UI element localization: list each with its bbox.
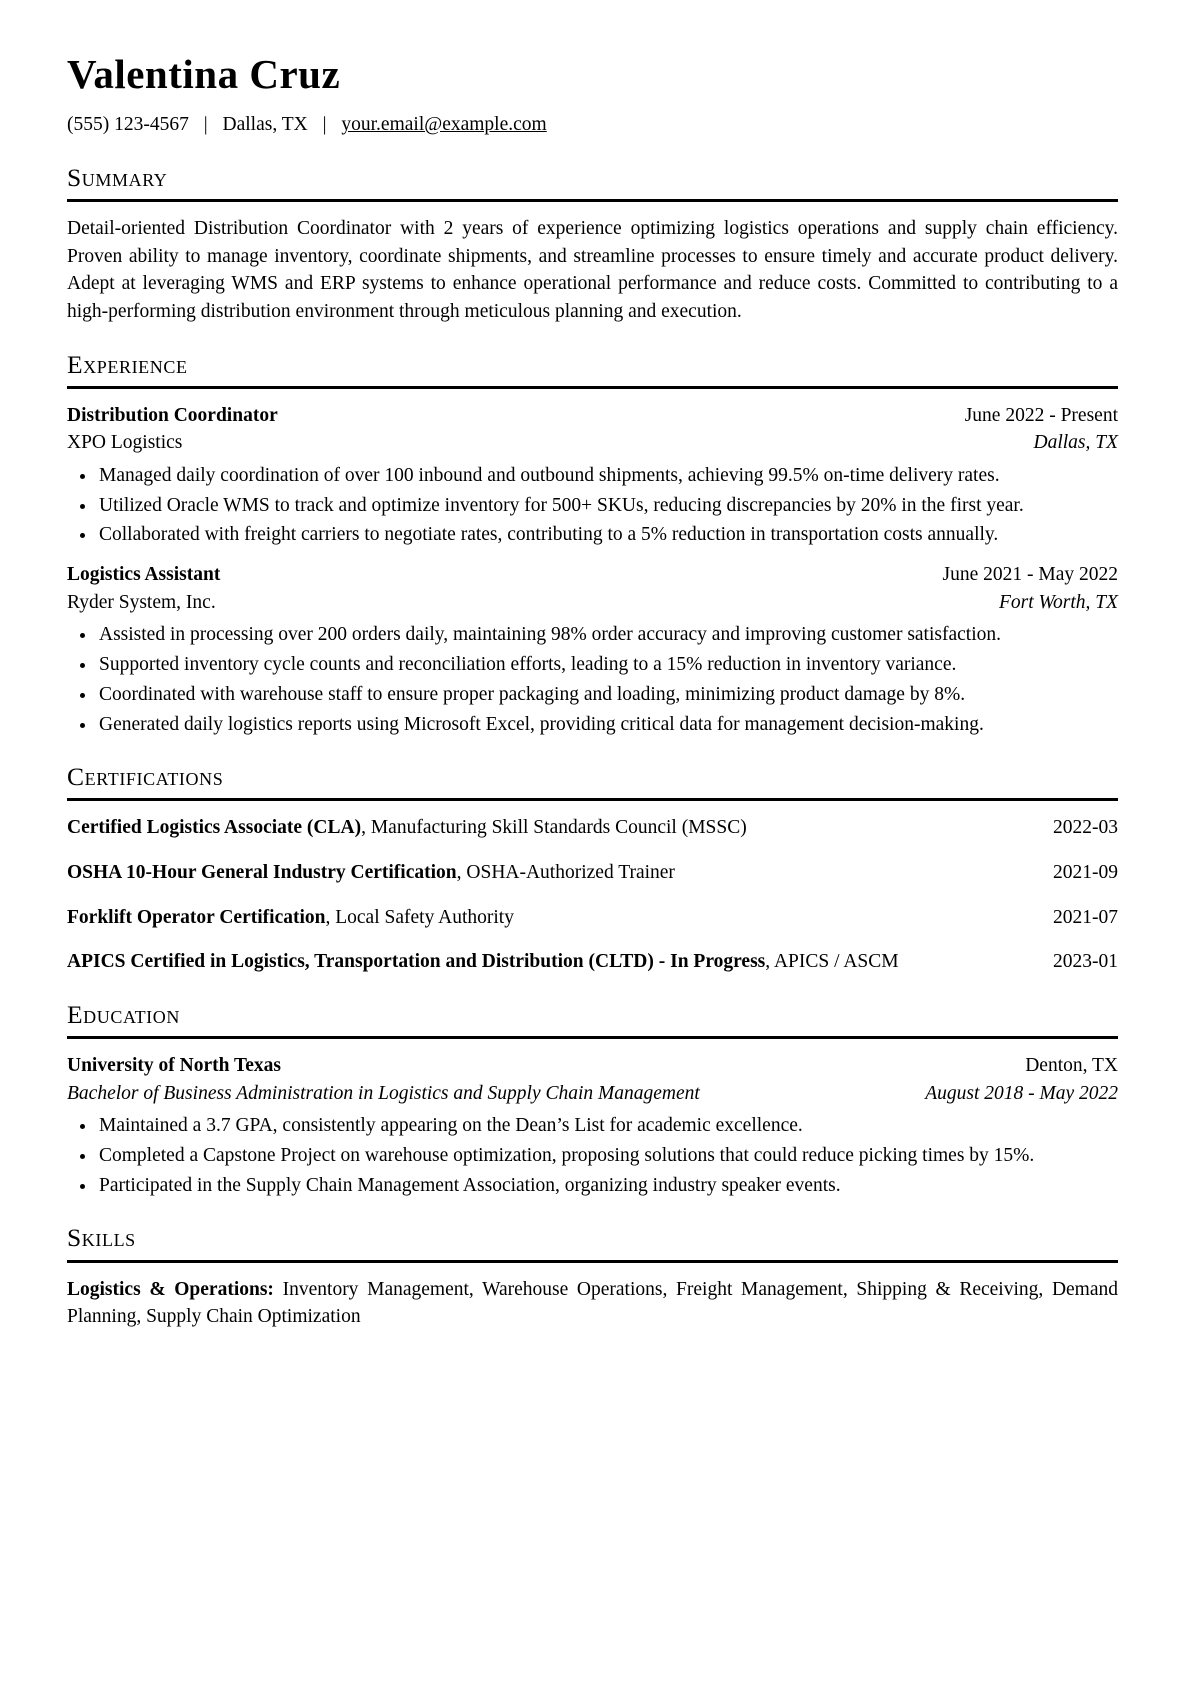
bullet-item: • Participated in the Supply Chain Management Association, organizing industry speaker events. (97, 1172, 1118, 1200)
contact-line (67, 111, 1118, 139)
school-name: University of North Texas (67, 1055, 281, 1077)
job-title: Logistics Assistant (67, 564, 221, 586)
company-name: Ryder System, Inc. (67, 591, 216, 613)
job-title: Distribution Coordinator (67, 404, 278, 426)
certification-entry (67, 814, 1118, 842)
job-dates: June 2021 - May 2022 (942, 564, 1118, 586)
bullet-item: • Completed a Capstone Project on warehouse optimization, proposing solutions that could reduce picking times by 15%. (97, 1142, 1118, 1170)
bullet-item: • Coordinated with warehouse staff to ensure proper packaging and loading, minimizing product damage by 8%. (97, 681, 1118, 709)
bullet-item: • Assisted in processing over 200 orders daily, maintaining 98% order accuracy and improving customer satisfaction. (97, 621, 1118, 649)
degree-name: Bachelor of Business Administration in Logistics and Supply Chain Management (67, 1082, 700, 1104)
certification-issuer: Manufacturing Skill Standards Council (MSSC) (370, 817, 747, 839)
certification-name: Forklift Operator Certification (67, 906, 326, 928)
certification-separator: , (325, 906, 336, 928)
certification-text (67, 814, 747, 842)
separator-pipe: | (322, 114, 327, 136)
certification-text (67, 859, 675, 887)
experience-section-title: Experience (67, 349, 188, 379)
bullet-item: • Generated daily logistics reports using Microsoft Excel, providing critical data for management decision-making. (97, 711, 1118, 739)
certification-date: 2022-03 (1053, 817, 1118, 839)
candidate-name: Valentina Cruz (67, 51, 341, 97)
job-entry (67, 402, 1118, 549)
certification-name: OSHA 10-Hour General Industry Certification (67, 861, 457, 883)
job-entry (67, 561, 1118, 738)
certification-separator: , (765, 951, 774, 973)
summary-section-title: Summary (67, 162, 168, 192)
resume-header (67, 52, 1118, 139)
section-skills (67, 1224, 1118, 1330)
section-education (67, 1001, 1118, 1199)
certification-entry (67, 904, 1118, 932)
certification-text (67, 948, 899, 976)
job-location: Fort Worth, TX (998, 591, 1118, 613)
education-bullet-list (67, 1112, 1118, 1199)
email-link[interactable]: your.email@example.com (341, 114, 547, 136)
school-location: Denton, TX (1025, 1055, 1118, 1077)
certification-text (67, 904, 514, 932)
education-section-title: Education (67, 999, 180, 1029)
separator-pipe: | (203, 114, 208, 136)
job-dates: June 2022 - Present (964, 404, 1118, 426)
bullet-item: • Utilized Oracle WMS to track and optimize inventory for 500+ SKUs, reducing discrepancies by 20% in the first year. (97, 492, 1118, 520)
section-rule (67, 386, 1118, 389)
job-bullet-list (67, 462, 1118, 549)
certification-entry (67, 948, 1118, 976)
bullet-item: • Collaborated with freight carriers to negotiate rates, contributing to a 5% reduction in transportation costs annually. (97, 521, 1118, 549)
certification-date: 2023-01 (1053, 951, 1118, 973)
skills-section-title: Skills (67, 1223, 136, 1253)
section-rule (67, 1036, 1118, 1039)
certification-date: 2021-07 (1053, 906, 1118, 928)
section-experience (67, 351, 1118, 739)
certification-name: APICS Certified in Logistics, Transportation and Distribution (CLTD) - In Progress (67, 951, 766, 973)
skills-list-text: Inventory Management, Warehouse Operations, Freight Management, Shipping & Receiving, Demand Planning, Supply Chain Optimization (67, 1278, 1119, 1328)
certification-issuer: APICS / ASCM (773, 951, 899, 973)
bullet-item: • Supported inventory cycle counts and reconciliation efforts, leading to a 15% reduction in inventory variance. (97, 651, 1118, 679)
certification-issuer: Local Safety Authority (335, 906, 514, 928)
skills-category-label: Logistics & Operations: (67, 1278, 274, 1300)
section-rule (67, 199, 1118, 202)
location-text: Dallas, TX (222, 114, 308, 136)
certification-separator: , (456, 861, 467, 883)
section-rule (67, 798, 1118, 801)
section-summary (67, 164, 1118, 326)
phone-number: (555) 123-4567 (67, 114, 189, 136)
certification-separator: , (361, 817, 371, 839)
certification-date: 2021-09 (1053, 861, 1118, 883)
bullet-item: • Maintained a 3.7 GPA, consistently appearing on the Dean’s List for academic excellence. (97, 1112, 1118, 1140)
education-dates: August 2018 - May 2022 (925, 1082, 1118, 1104)
company-name: XPO Logistics (67, 432, 183, 454)
certification-name: Certified Logistics Associate (CLA) (67, 817, 362, 839)
bullet-item: • Managed daily coordination of over 100 inbound and outbound shipments, achieving 99.5% on-time delivery rates. (97, 462, 1118, 490)
section-certifications (67, 763, 1118, 976)
job-location: Dallas, TX (1033, 432, 1118, 454)
certifications-section-title: Certifications (67, 762, 224, 792)
skills-group (67, 1276, 1118, 1331)
summary-text: Detail-oriented Distribution Coordinator with 2 years of experience optimizing logistics operations and supply chain efficiency. Proven ability to manage inventory, coordinate shipments, and streamline processes to ensure timely and accurate product delivery. Adept at leveraging WMS and ERP systems to enhance operational performance and reduce costs. Committed to contributing to a high-performing distribution environment through meticulous planning and execution. (67, 217, 1118, 322)
certification-issuer: OSHA-Authorized Trainer (466, 861, 675, 883)
job-bullet-list (67, 621, 1118, 738)
certification-entry (67, 859, 1118, 887)
section-rule (67, 1260, 1118, 1263)
